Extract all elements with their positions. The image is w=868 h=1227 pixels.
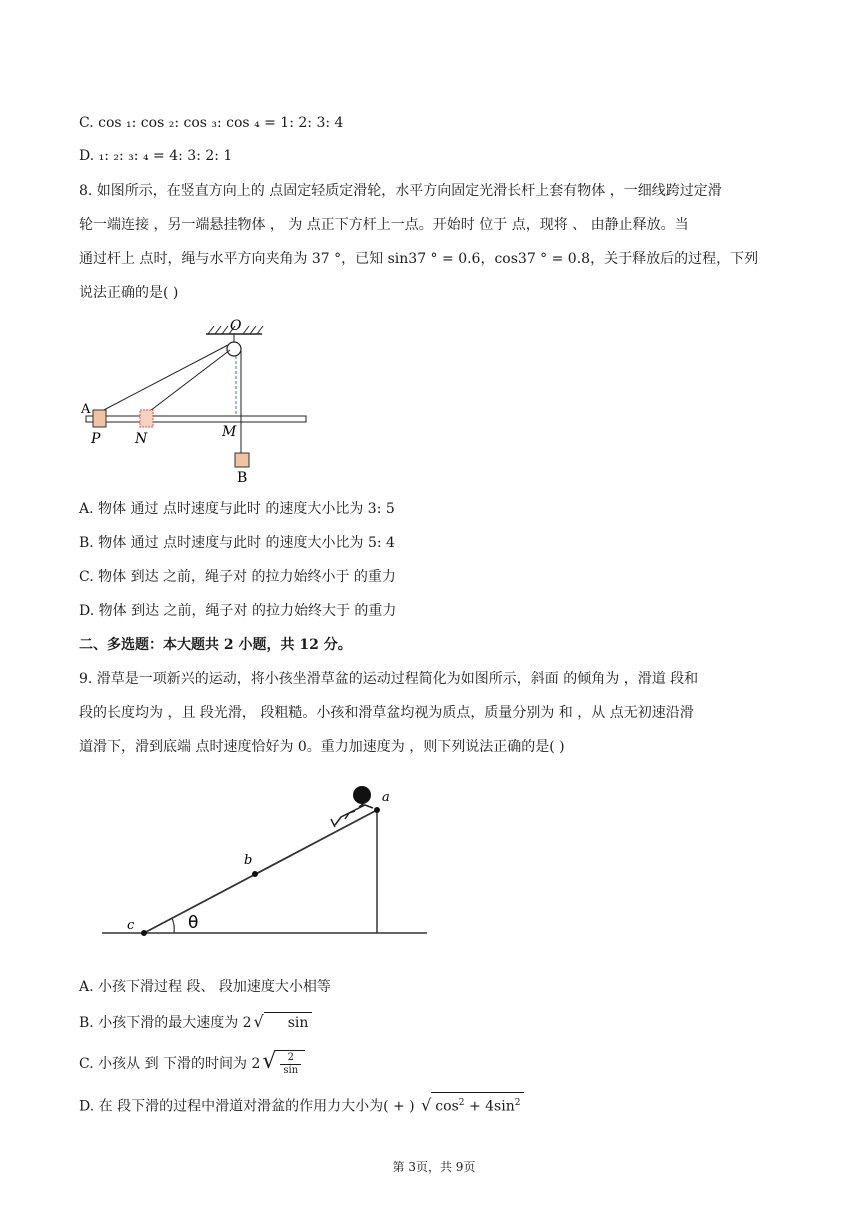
sqrt-fraction: √ $\frac{2}{\sin}$ xyxy=(262,1048,305,1079)
sqrt-expression: √ sin xyxy=(254,1012,313,1033)
label-o: O xyxy=(230,318,242,334)
q9-option-c-text: C. 小孩从 到 下滑的时间为 2 xyxy=(79,1056,261,1072)
q8-option-d: D. 物体 到达 之前，绳子对 的拉力始终大于 的重力 xyxy=(79,603,397,619)
q9-option-c xyxy=(79,1048,305,1079)
cos-term: cos xyxy=(435,1098,459,1115)
sin-term: + 4sin xyxy=(464,1098,515,1115)
page-footer: 第 3页，共 9页 xyxy=(392,1160,476,1174)
q9-slope-figure xyxy=(95,775,435,945)
block-b xyxy=(235,453,249,467)
q7-option-c: C. cos ₁: cos ₂: cos ₃: cos ₄ = 1: 2: 3: 4 xyxy=(79,115,344,131)
q9-option-d xyxy=(79,1092,524,1117)
q9-option-d-text: D. 在 段下滑的过程中滑道对滑盆的作用力大小为( + ) xyxy=(79,1098,415,1115)
rope-to-a xyxy=(100,345,228,412)
angle-arc xyxy=(172,918,174,933)
point-c xyxy=(141,930,147,936)
fraction-denominator: sin xyxy=(283,1065,299,1076)
sqrt-radicand: sin xyxy=(264,1012,313,1033)
label-c-point: c xyxy=(127,918,135,933)
label-a: A xyxy=(81,402,91,417)
q8-stem-line-2: 轮一端连接 ，另一端悬挂物体 ， 为 点正下方杆上一点。开始时 位于 点，现将 、 由静止释放。当 xyxy=(79,217,689,233)
q9-option-b xyxy=(79,1012,312,1033)
label-b-point: b xyxy=(244,853,253,868)
pulley-icon xyxy=(227,342,241,356)
q8-option-b: B. 物体 通过 点时速度与此时 的速度大小比为 5: 4 xyxy=(79,535,395,551)
q8-stem-line-4: 说法正确的是( ) xyxy=(79,285,179,301)
sin-exponent: 2 xyxy=(514,1098,521,1108)
label-n: N xyxy=(135,431,148,447)
q8-pulley-figure xyxy=(78,312,318,492)
horizontal-rod xyxy=(86,416,306,422)
fraction-numerator: 2 xyxy=(280,1052,301,1065)
sqrt-trig: √ $\cos^2 + 4\sin^2$ xyxy=(421,1092,524,1117)
label-p: P xyxy=(91,431,101,447)
q8-stem-line-3: 通过杆上 点时，绳与水平方向夹角为 37 °，已知 sin37 ° = 0.6，cos37 ° = 0.8，关于释放后的过程，下列 xyxy=(79,251,759,267)
q7-option-d: D. ₁: ₂: ₃: ₄ = 4: 3: 2: 1 xyxy=(79,148,233,164)
q9-stem-line-2: 段的长度均为 ，且 段光滑， 段粗糙。小孩和滑草盆均视为质点，质量分别为 和 ，从 点无初速沿滑 xyxy=(79,705,694,721)
q9-stem-line-1: 9. 滑草是一项新兴的运动，将小孩坐滑草盆的运动过程简化为如图所示，斜面 的倾角为 ，滑道 段和 xyxy=(79,671,699,687)
rope-dashed-position xyxy=(146,350,230,414)
q9-option-a: A. 小孩下滑过程 段、 段加速度大小相等 xyxy=(79,979,331,995)
child-icon xyxy=(353,786,371,804)
q8-option-a: A. 物体 通过 点时速度与此时 的速度大小比为 3: 5 xyxy=(79,501,395,517)
point-b xyxy=(252,871,258,877)
block-a-later xyxy=(140,410,153,427)
q9-option-b-text: B. 小孩下滑的最大速度为 2 xyxy=(79,1015,252,1031)
label-m: M xyxy=(222,424,237,440)
label-a-point: a xyxy=(382,790,390,805)
label-theta: θ xyxy=(188,913,199,933)
block-a xyxy=(93,410,106,427)
q9-stem-line-3: 道滑下，滑到底端 点时速度恰好为 0。重力加速度为 ，则下列说法正确的是( ) xyxy=(79,739,565,755)
cos-exponent: 2 xyxy=(458,1098,465,1108)
slope-line xyxy=(144,810,377,933)
q8-option-c: C. 物体 到达 之前，绳子对 的拉力始终小于 的重力 xyxy=(79,569,396,585)
section-heading: 二、多选题：本大题共 2 小题，共 12 分。 xyxy=(79,637,352,653)
label-b: B xyxy=(237,470,248,486)
point-a xyxy=(374,807,380,813)
q8-stem-line-1: 8. 如图所示，在竖直方向上的 点固定轻质定滑轮，水平方向固定光滑长杆上套有物体 ，一细线跨过定滑 xyxy=(79,183,722,199)
